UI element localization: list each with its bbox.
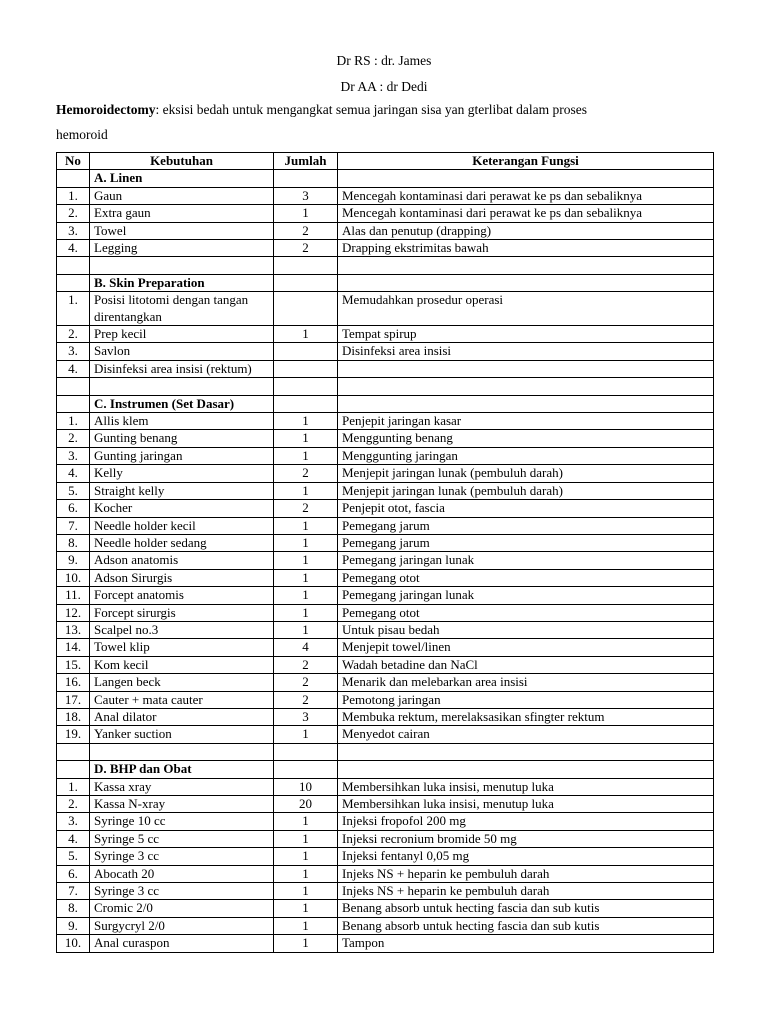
table-row bbox=[57, 900, 714, 917]
row-jumlah: 1 bbox=[274, 883, 338, 900]
table-row bbox=[57, 500, 714, 517]
row-kebutuhan: Syringe 5 cc bbox=[90, 830, 274, 847]
row-jumlah: 2 bbox=[274, 465, 338, 482]
row-kebutuhan: Needle holder kecil bbox=[90, 517, 274, 534]
spacer-cell bbox=[274, 378, 338, 395]
row-keterangan: Membersihkan luka insisi, menutup luka bbox=[338, 795, 714, 812]
row-kebutuhan: Allis klem bbox=[90, 413, 274, 430]
row-jumlah: 10 bbox=[274, 778, 338, 795]
row-kebutuhan: Kom kecil bbox=[90, 656, 274, 673]
row-kebutuhan: Anal dilator bbox=[90, 708, 274, 725]
row-kebutuhan: Adson Sirurgis bbox=[90, 569, 274, 586]
row-kebutuhan: Kelly bbox=[90, 465, 274, 482]
row-kebutuhan: Savlon bbox=[90, 343, 274, 360]
header-line-aa: Dr AA : dr Dedi bbox=[340, 79, 428, 94]
section-no-cell bbox=[57, 170, 90, 187]
row-kebutuhan: Gunting jaringan bbox=[90, 447, 274, 464]
table-row bbox=[57, 222, 714, 239]
row-kebutuhan: Disinfeksi area insisi (rektum) bbox=[90, 360, 274, 377]
section-jumlah-cell bbox=[274, 274, 338, 291]
row-no: 2. bbox=[57, 326, 90, 343]
table-row bbox=[57, 240, 714, 257]
row-no: 5. bbox=[57, 482, 90, 499]
row-keterangan: Menggunting jaringan bbox=[338, 447, 714, 464]
row-keterangan: Benang absorb untuk hecting fascia dan sub kutis bbox=[338, 917, 714, 934]
spacer-cell bbox=[90, 257, 274, 274]
row-kebutuhan: Surgycryl 2/0 bbox=[90, 917, 274, 934]
row-no: 9. bbox=[57, 917, 90, 934]
table-row bbox=[57, 517, 714, 534]
row-no: 6. bbox=[57, 500, 90, 517]
row-keterangan: Pemegang jaringan lunak bbox=[338, 587, 714, 604]
table-row bbox=[57, 343, 714, 360]
row-jumlah: 1 bbox=[274, 569, 338, 586]
spacer-cell bbox=[90, 743, 274, 760]
row-kebutuhan: Syringe 3 cc bbox=[90, 883, 274, 900]
row-no: 14. bbox=[57, 639, 90, 656]
table-row bbox=[57, 674, 714, 691]
row-keterangan: Pemegang jaringan lunak bbox=[338, 552, 714, 569]
row-no: 7. bbox=[57, 517, 90, 534]
row-keterangan: Penjepit otot, fascia bbox=[338, 500, 714, 517]
row-no: 1. bbox=[57, 292, 90, 326]
col-header-keterangan: Keterangan Fungsi bbox=[338, 153, 714, 170]
row-kebutuhan: Needle holder sedang bbox=[90, 534, 274, 551]
row-no: 15. bbox=[57, 656, 90, 673]
row-kebutuhan: Forcept anatomis bbox=[90, 587, 274, 604]
row-keterangan: Membersihkan luka insisi, menutup luka bbox=[338, 778, 714, 795]
col-header-kebutuhan: Kebutuhan bbox=[90, 153, 274, 170]
row-jumlah bbox=[274, 360, 338, 377]
section-header-row bbox=[57, 170, 714, 187]
row-no: 8. bbox=[57, 900, 90, 917]
table-row bbox=[57, 726, 714, 743]
section-keterangan-cell bbox=[338, 761, 714, 778]
row-kebutuhan: Kocher bbox=[90, 500, 274, 517]
row-jumlah bbox=[274, 292, 338, 326]
row-no: 6. bbox=[57, 865, 90, 882]
row-jumlah: 2 bbox=[274, 656, 338, 673]
row-keterangan: Mencegah kontaminasi dari perawat ke ps dan sebaliknya bbox=[338, 187, 714, 204]
row-no: 4. bbox=[57, 240, 90, 257]
table-row bbox=[57, 534, 714, 551]
row-kebutuhan: Cromic 2/0 bbox=[90, 900, 274, 917]
row-jumlah: 1 bbox=[274, 865, 338, 882]
row-keterangan: Pemegang jarum bbox=[338, 517, 714, 534]
row-jumlah: 1 bbox=[274, 726, 338, 743]
row-jumlah: 1 bbox=[274, 552, 338, 569]
row-kebutuhan: Abocath 20 bbox=[90, 865, 274, 882]
row-no: 16. bbox=[57, 674, 90, 691]
row-no: 3. bbox=[57, 813, 90, 830]
row-jumlah bbox=[274, 343, 338, 360]
table-row bbox=[57, 482, 714, 499]
row-no: 4. bbox=[57, 465, 90, 482]
table-row bbox=[57, 795, 714, 812]
row-jumlah: 1 bbox=[274, 604, 338, 621]
row-kebutuhan: Forcept sirurgis bbox=[90, 604, 274, 621]
table-row bbox=[57, 639, 714, 656]
row-no: 13. bbox=[57, 621, 90, 638]
header-line-rs: Dr RS : dr. James bbox=[336, 53, 432, 68]
row-jumlah: 1 bbox=[274, 587, 338, 604]
row-no: 1. bbox=[57, 413, 90, 430]
row-jumlah: 1 bbox=[274, 917, 338, 934]
row-kebutuhan: Gunting benang bbox=[90, 430, 274, 447]
row-jumlah: 1 bbox=[274, 848, 338, 865]
row-no: 18. bbox=[57, 708, 90, 725]
row-no: 1. bbox=[57, 187, 90, 204]
row-jumlah: 1 bbox=[274, 621, 338, 638]
table-row bbox=[57, 413, 714, 430]
table-row bbox=[57, 552, 714, 569]
row-keterangan: Tempat spirup bbox=[338, 326, 714, 343]
section-keterangan-cell bbox=[338, 395, 714, 412]
spacer-cell bbox=[338, 378, 714, 395]
row-keterangan: Menjepit jaringan lunak (pembuluh darah) bbox=[338, 482, 714, 499]
spacer-cell bbox=[274, 257, 338, 274]
row-keterangan: Menarik dan melebarkan area insisi bbox=[338, 674, 714, 691]
row-keterangan: Menjepit jaringan lunak (pembuluh darah) bbox=[338, 465, 714, 482]
table-row bbox=[57, 865, 714, 882]
row-jumlah: 3 bbox=[274, 187, 338, 204]
row-no: 2. bbox=[57, 205, 90, 222]
row-jumlah: 1 bbox=[274, 413, 338, 430]
row-jumlah: 4 bbox=[274, 639, 338, 656]
table-row bbox=[57, 813, 714, 830]
row-keterangan: Mencegah kontaminasi dari perawat ke ps dan sebaliknya bbox=[338, 205, 714, 222]
table-row bbox=[57, 205, 714, 222]
row-no: 5. bbox=[57, 848, 90, 865]
section-header-row bbox=[57, 395, 714, 412]
row-jumlah: 1 bbox=[274, 935, 338, 952]
table-row bbox=[57, 656, 714, 673]
section-jumlah-cell bbox=[274, 761, 338, 778]
row-jumlah: 2 bbox=[274, 222, 338, 239]
row-jumlah: 1 bbox=[274, 447, 338, 464]
row-no: 8. bbox=[57, 534, 90, 551]
row-kebutuhan: Towel klip bbox=[90, 639, 274, 656]
row-keterangan: Injeksi fropofol 200 mg bbox=[338, 813, 714, 830]
row-keterangan: Drapping ekstrimitas bawah bbox=[338, 240, 714, 257]
row-no: 9. bbox=[57, 552, 90, 569]
row-keterangan: Untuk pisau bedah bbox=[338, 621, 714, 638]
spacer-row bbox=[57, 743, 714, 760]
intro-paragraph bbox=[56, 102, 716, 118]
table-body bbox=[57, 170, 714, 952]
row-kebutuhan: Kassa xray bbox=[90, 778, 274, 795]
row-kebutuhan: Gaun bbox=[90, 187, 274, 204]
row-no: 7. bbox=[57, 883, 90, 900]
row-no: 11. bbox=[57, 587, 90, 604]
row-kebutuhan: Scalpel no.3 bbox=[90, 621, 274, 638]
row-jumlah: 1 bbox=[274, 517, 338, 534]
row-keterangan: Membuka rektum, merelaksasikan sfingter rektum bbox=[338, 708, 714, 725]
table-row bbox=[57, 883, 714, 900]
table-row bbox=[57, 778, 714, 795]
row-kebutuhan: Anal curaspon bbox=[90, 935, 274, 952]
section-jumlah-cell bbox=[274, 170, 338, 187]
section-keterangan-cell bbox=[338, 274, 714, 291]
row-keterangan: Wadah betadine dan NaCl bbox=[338, 656, 714, 673]
equipment-table bbox=[56, 152, 714, 953]
intro-term: Hemoroidectomy bbox=[56, 102, 156, 117]
row-kebutuhan: Towel bbox=[90, 222, 274, 239]
table-row bbox=[57, 917, 714, 934]
row-jumlah: 1 bbox=[274, 900, 338, 917]
section-no-cell bbox=[57, 761, 90, 778]
row-keterangan: Injeksi recronium bromide 50 mg bbox=[338, 830, 714, 847]
row-keterangan: Pemegang jarum bbox=[338, 534, 714, 551]
row-jumlah: 1 bbox=[274, 482, 338, 499]
spacer-cell bbox=[57, 743, 90, 760]
row-kebutuhan: Posisi litotomi dengan tangan direntangkan bbox=[90, 292, 274, 326]
row-keterangan: Alas dan penutup (drapping) bbox=[338, 222, 714, 239]
table-row bbox=[57, 691, 714, 708]
row-keterangan: Menggunting benang bbox=[338, 430, 714, 447]
row-jumlah: 3 bbox=[274, 708, 338, 725]
table-row bbox=[57, 621, 714, 638]
row-jumlah: 1 bbox=[274, 205, 338, 222]
table-row bbox=[57, 465, 714, 482]
row-no: 1. bbox=[57, 778, 90, 795]
col-header-no: No bbox=[57, 153, 90, 170]
row-no: 2. bbox=[57, 795, 90, 812]
row-keterangan: Pemegang otot bbox=[338, 604, 714, 621]
row-jumlah: 2 bbox=[274, 691, 338, 708]
row-no: 4. bbox=[57, 360, 90, 377]
row-kebutuhan: Kassa N-xray bbox=[90, 795, 274, 812]
spacer-cell bbox=[338, 257, 714, 274]
row-no: 4. bbox=[57, 830, 90, 847]
row-keterangan: Pemegang otot bbox=[338, 569, 714, 586]
row-no: 17. bbox=[57, 691, 90, 708]
table-row bbox=[57, 708, 714, 725]
section-header-row bbox=[57, 274, 714, 291]
row-jumlah: 2 bbox=[274, 500, 338, 517]
row-jumlah: 1 bbox=[274, 830, 338, 847]
row-keterangan: Memudahkan prosedur operasi bbox=[338, 292, 714, 326]
row-jumlah: 1 bbox=[274, 813, 338, 830]
row-no: 10. bbox=[57, 935, 90, 952]
row-kebutuhan: Syringe 3 cc bbox=[90, 848, 274, 865]
spacer-cell bbox=[338, 743, 714, 760]
spacer-row bbox=[57, 257, 714, 274]
row-kebutuhan: Straight kelly bbox=[90, 482, 274, 499]
row-jumlah: 2 bbox=[274, 674, 338, 691]
spacer-cell bbox=[57, 257, 90, 274]
row-jumlah: 20 bbox=[274, 795, 338, 812]
spacer-cell bbox=[274, 743, 338, 760]
table-header-row bbox=[57, 153, 714, 170]
row-keterangan: Pemotong jaringan bbox=[338, 691, 714, 708]
row-no: 10. bbox=[57, 569, 90, 586]
section-title: B. Skin Preparation bbox=[90, 274, 274, 291]
col-header-jumlah: Jumlah bbox=[274, 153, 338, 170]
section-keterangan-cell bbox=[338, 170, 714, 187]
row-keterangan: Disinfeksi area insisi bbox=[338, 343, 714, 360]
section-jumlah-cell bbox=[274, 395, 338, 412]
table-row bbox=[57, 326, 714, 343]
section-no-cell bbox=[57, 395, 90, 412]
row-kebutuhan: Langen beck bbox=[90, 674, 274, 691]
table-row bbox=[57, 848, 714, 865]
row-keterangan: Menyedot cairan bbox=[338, 726, 714, 743]
spacer-cell bbox=[90, 378, 274, 395]
row-no: 3. bbox=[57, 343, 90, 360]
row-no: 19. bbox=[57, 726, 90, 743]
table-row bbox=[57, 569, 714, 586]
section-title: A. Linen bbox=[90, 170, 274, 187]
row-no: 3. bbox=[57, 447, 90, 464]
table-row bbox=[57, 430, 714, 447]
row-no: 3. bbox=[57, 222, 90, 239]
spacer-row bbox=[57, 378, 714, 395]
section-title: D. BHP dan Obat bbox=[90, 761, 274, 778]
table-row bbox=[57, 447, 714, 464]
row-keterangan: Injeks NS + heparin ke pembuluh darah bbox=[338, 865, 714, 882]
row-kebutuhan: Prep kecil bbox=[90, 326, 274, 343]
section-header-row bbox=[57, 761, 714, 778]
spacer-cell bbox=[57, 378, 90, 395]
table-row bbox=[57, 587, 714, 604]
table-row bbox=[57, 292, 714, 326]
row-kebutuhan: Syringe 10 cc bbox=[90, 813, 274, 830]
row-kebutuhan: Extra gaun bbox=[90, 205, 274, 222]
row-kebutuhan: Adson anatomis bbox=[90, 552, 274, 569]
row-jumlah: 1 bbox=[274, 534, 338, 551]
row-kebutuhan: Yanker suction bbox=[90, 726, 274, 743]
table-row bbox=[57, 935, 714, 952]
table-row bbox=[57, 830, 714, 847]
section-title: C. Instrumen (Set Dasar) bbox=[90, 395, 274, 412]
row-no: 12. bbox=[57, 604, 90, 621]
table-row bbox=[57, 360, 714, 377]
row-keterangan: Benang absorb untuk hecting fascia dan sub kutis bbox=[338, 900, 714, 917]
section-no-cell bbox=[57, 274, 90, 291]
row-keterangan: Injeks NS + heparin ke pembuluh darah bbox=[338, 883, 714, 900]
row-jumlah: 1 bbox=[274, 326, 338, 343]
row-jumlah: 1 bbox=[274, 430, 338, 447]
row-keterangan: Tampon bbox=[338, 935, 714, 952]
table-row bbox=[57, 187, 714, 204]
intro-text-2: hemoroid bbox=[56, 127, 108, 142]
intro-text-1: : eksisi bedah untuk mengangkat semua jaringan sisa yan gterlibat dalam proses bbox=[155, 102, 587, 117]
row-jumlah: 2 bbox=[274, 240, 338, 257]
row-keterangan: Penjepit jaringan kasar bbox=[338, 413, 714, 430]
row-keterangan bbox=[338, 360, 714, 377]
row-keterangan: Injeksi fentanyl 0,05 mg bbox=[338, 848, 714, 865]
row-no: 2. bbox=[57, 430, 90, 447]
table-row bbox=[57, 604, 714, 621]
row-kebutuhan: Cauter + mata cauter bbox=[90, 691, 274, 708]
row-keterangan: Menjepit towel/linen bbox=[338, 639, 714, 656]
row-kebutuhan: Legging bbox=[90, 240, 274, 257]
